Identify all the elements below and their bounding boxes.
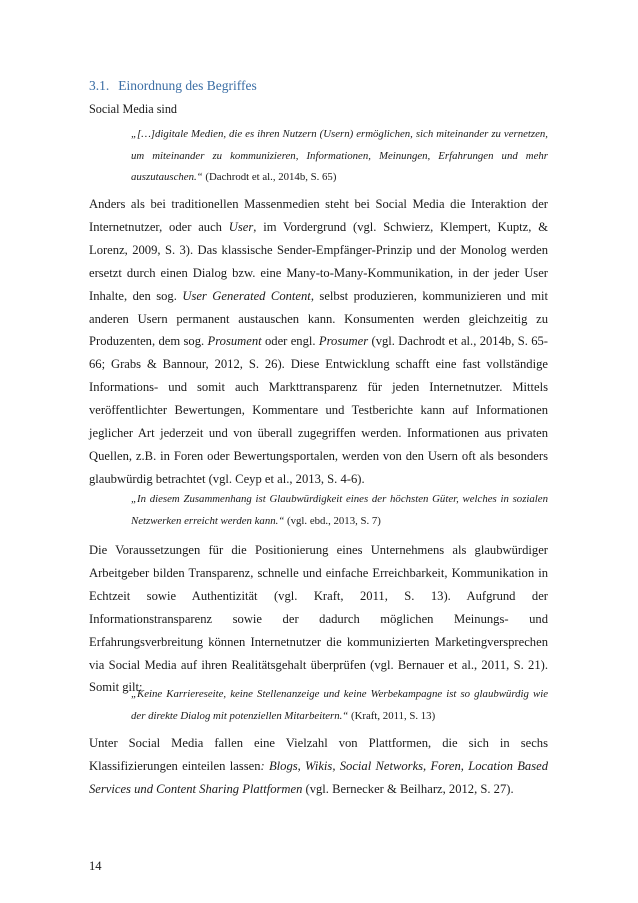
quote-text: „Keine Karriereseite, keine Stellenanzeige und keine Werbekampagne ist so glaubwürdig wie der direkte Dialog mit potenziellen Mitarbeitern.“ bbox=[131, 688, 548, 722]
paragraph-3 bbox=[89, 732, 548, 801]
quote-citation: (Dachrodt et al., 2014b, S. 65) bbox=[205, 171, 337, 183]
text-run: Unter Social Media fallen eine Vielzahl von Plattformen, die sich in sechs Klassifizierungen einteilen lassen bbox=[89, 736, 548, 773]
text-run: Anders als bei traditionellen Massenmedien steht bei Social Media die Interaktion der Internetnutzer, oder auch bbox=[89, 197, 548, 234]
section-number: 3.1. bbox=[89, 78, 110, 93]
quote-citation: (vgl. ebd., 2013, S. 7) bbox=[287, 514, 381, 527]
paragraph-2: Die Voraussetzungen für die Positionierung eines Unternehmens als glaubwürdiger Arbeitgeber bilden Transparenz, schnelle und einfache Erreichbarkeit, Kommunikation in Echtzeit sowie Authentizität (vgl. Kraft, 2011, S. 13). Aufgrund der Informationstransparenz sowie der dadurch möglichen Meinungs- und Erfahrungsverbreitung können Internetnutzer die kommunizierten Marketingversprechen via Social Media auf ihren Realitätsgehalt überprüfen (vgl. Bernauer et al., 2011, S. 21). Somit gilt: bbox=[89, 543, 548, 695]
paragraph-1 bbox=[89, 193, 548, 491]
section-heading bbox=[89, 78, 257, 94]
text-run: (vgl. Bernecker & Beilharz, 2012, S. 27). bbox=[302, 781, 514, 796]
intro-text: Social Media sind bbox=[89, 102, 178, 116]
block-quote-3 bbox=[131, 684, 548, 727]
italic-term: Prosument bbox=[207, 334, 262, 349]
italic-list: : Blogs, Wikis, Social Networks, Foren, Location Based Services und Content Sharing Plattformen bbox=[89, 758, 549, 796]
text-run: , im Vordergrund (vgl. Schwierz, Klempert, Kuptz, & Lorenz, 2009, S. 3). Das klassische Sender-Empfänger-Prinzip und der Monolog werden ersetzt durch einen Dialog bzw. eine Many-to-Many-Kommunikation, in der jeder User Inhalte, den sog. bbox=[89, 219, 548, 303]
text-run: , selbst produzieren, kommunizieren und mit anderen Usern permanent austauschen kann. Konsumenten werden gleichzeitig zu Produzenten, dem sog. bbox=[89, 288, 548, 349]
quote-text: „In diesem Zusammenhang ist Glaubwürdigkeit eines der höchsten Güter, welches in sozialen Netzwerken erreicht werden kann.“ bbox=[131, 493, 548, 527]
block-quote-1 bbox=[131, 124, 548, 189]
section-title: Einordnung des Begriffes bbox=[118, 78, 257, 93]
block-quote-2 bbox=[131, 489, 548, 532]
quote-text: „[…]digitale Medien, die es ihren Nutzern (Usern) ermöglichen, sich miteinander zu vernetzen, um miteinander zu kommunizieren, Informationen, Meinungen, Erfahrungen und mehr auszutauschen.“ bbox=[131, 128, 548, 183]
text-run: oder engl. bbox=[261, 334, 319, 349]
quote-citation: (Kraft, 2011, S. 13) bbox=[351, 709, 436, 722]
italic-term: User bbox=[228, 219, 254, 234]
italic-term: Prosumer bbox=[318, 334, 369, 349]
page-number: 14 bbox=[89, 859, 102, 873]
italic-term: User Generated Content bbox=[182, 288, 311, 303]
text-run: (vgl. Dachrodt et al., 2014b, S. 65-66; Grabs & Bannour, 2012, S. 26). Diese Entwicklung schafft eine fast vollständige Informations- und somit auch Markttransparenz für jeden Internetnutzer. Mittels veröffentlichter Bewertungen, Kommentare und Testberichte kann auf Informationen jeglicher Art jederzeit und von überall zugegriffen werden. Informationen aus privaten Quellen, z.B. in Foren oder Bewertungsportalen, werden von den Usern oft als besonders glaubwürdig betrachtet (vgl. Ceyp et al., 2013, S. 4-6). bbox=[89, 334, 549, 486]
